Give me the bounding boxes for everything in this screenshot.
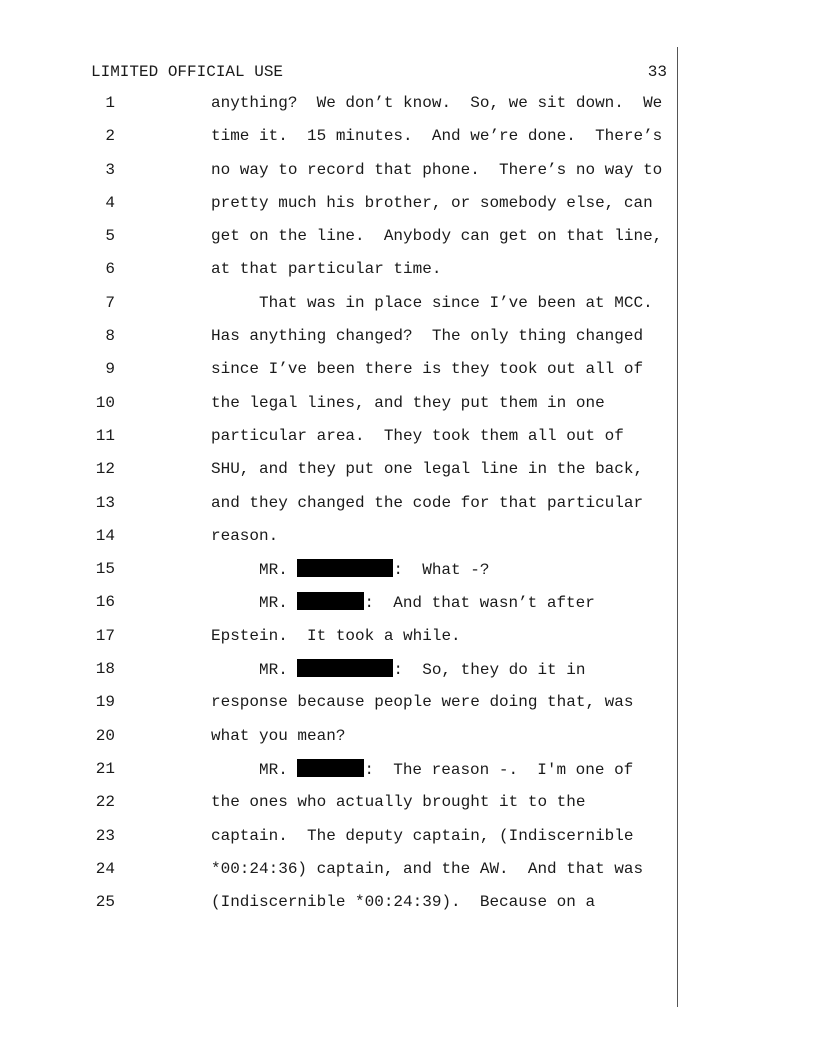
line-text: no way to record that phone. There’s no way to [211, 160, 663, 179]
line-number: 14 [95, 526, 115, 545]
transcript-line-21 [0, 759, 680, 792]
line-number: 8 [105, 327, 115, 346]
speaker-title: MR. [259, 594, 288, 613]
redaction-box [297, 592, 364, 610]
transcript-line-18 [0, 659, 680, 692]
transcript-line-2 [0, 126, 680, 159]
speaker-line [259, 759, 633, 780]
speaker-line [259, 592, 595, 613]
transcript-line-4 [0, 193, 680, 226]
line-number: 16 [95, 593, 115, 612]
line-text: since I’ve been there is they took out all of [211, 360, 644, 379]
transcript-line-8 [0, 326, 680, 359]
line-text: and they changed the code for that particular [211, 493, 644, 512]
line-number: 21 [95, 759, 115, 778]
line-text: (Indiscernible *00:24:39). Because on a [211, 893, 596, 912]
transcript-line-12 [0, 459, 680, 492]
line-number: 23 [95, 826, 115, 845]
transcript-line-20 [0, 726, 680, 759]
line-text: : So, they do it in [393, 661, 586, 680]
line-text: the legal lines, and they put them in one [211, 393, 605, 412]
line-text: the ones who actually brought it to the [211, 793, 586, 812]
line-number: 7 [105, 293, 115, 312]
transcript-line-16 [0, 592, 680, 625]
line-number: 3 [105, 160, 115, 179]
page-header [91, 62, 667, 82]
speaker-title: MR. [259, 760, 288, 779]
transcript-line-14 [0, 526, 680, 559]
line-number: 24 [95, 859, 115, 878]
transcript-body [0, 93, 680, 925]
line-text: anything? We don’t know. So, we sit down. We [211, 94, 663, 112]
line-number: 13 [95, 493, 115, 512]
redaction-box [297, 559, 393, 577]
redaction-box [297, 759, 364, 777]
line-text: Epstein. It took a while. [211, 626, 461, 645]
line-number: 4 [105, 193, 115, 212]
line-number: 9 [105, 360, 115, 379]
transcript-line-3 [0, 160, 680, 193]
transcript-line-15 [0, 559, 680, 592]
line-text: *00:24:36) captain, and the AW. And that was [211, 859, 644, 878]
transcript-line-9 [0, 359, 680, 392]
transcript-line-7 [0, 293, 680, 326]
line-number: 19 [95, 693, 115, 712]
speaker-title: MR. [259, 561, 288, 580]
line-number: 25 [95, 893, 115, 912]
line-text: what you mean? [211, 726, 346, 745]
classification-marking: LIMITED OFFICIAL USE [91, 63, 284, 81]
transcript-line-1 [0, 93, 680, 126]
line-number: 2 [105, 127, 115, 146]
line-number: 11 [95, 426, 115, 445]
line-number: 5 [105, 227, 115, 246]
speaker-title: MR. [259, 661, 288, 680]
line-text: get on the line. Anybody can get on that line, [211, 227, 663, 246]
line-text: That was in place since I’ve been at MCC. [259, 293, 653, 312]
line-number: 20 [95, 726, 115, 745]
line-text: response because people were doing that, was [211, 693, 634, 712]
transcript-line-19 [0, 692, 680, 725]
line-text: captain. The deputy captain, (Indiscernible [211, 826, 634, 845]
redaction-box [297, 659, 393, 677]
transcript-line-24 [0, 859, 680, 892]
line-text: : And that wasn’t after [364, 594, 595, 613]
line-number: 18 [95, 660, 115, 679]
line-number: 17 [95, 626, 115, 645]
line-text: pretty much his brother, or somebody else, can [211, 193, 653, 212]
line-text: SHU, and they put one legal line in the back, [211, 460, 644, 479]
speaker-line [259, 559, 489, 580]
line-text: : The reason -. I'm one of [364, 760, 634, 779]
transcript-line-13 [0, 493, 680, 526]
speaker-line [259, 659, 585, 680]
transcript-line-25 [0, 892, 680, 925]
transcript-line-11 [0, 426, 680, 459]
line-number: 15 [95, 560, 115, 579]
line-text: reason. [211, 526, 279, 545]
transcript-line-10 [0, 393, 680, 426]
line-text: Has anything changed? The only thing changed [211, 327, 644, 346]
page-number: 33 [647, 63, 667, 81]
transcript-line-6 [0, 259, 680, 292]
line-text: time it. 15 minutes. And we’re done. There’s [211, 127, 663, 146]
line-text: : What -? [393, 561, 490, 580]
transcript-line-23 [0, 826, 680, 859]
transcript-line-17 [0, 626, 680, 659]
line-number: 1 [105, 94, 115, 112]
transcript-line-5 [0, 226, 680, 259]
line-number: 22 [95, 793, 115, 812]
line-number: 6 [105, 260, 115, 279]
line-number: 12 [95, 460, 115, 479]
line-text: at that particular time. [211, 260, 442, 279]
transcript-line-22 [0, 792, 680, 825]
line-text: particular area. They took them all out of [211, 426, 624, 445]
line-number: 10 [95, 393, 115, 412]
